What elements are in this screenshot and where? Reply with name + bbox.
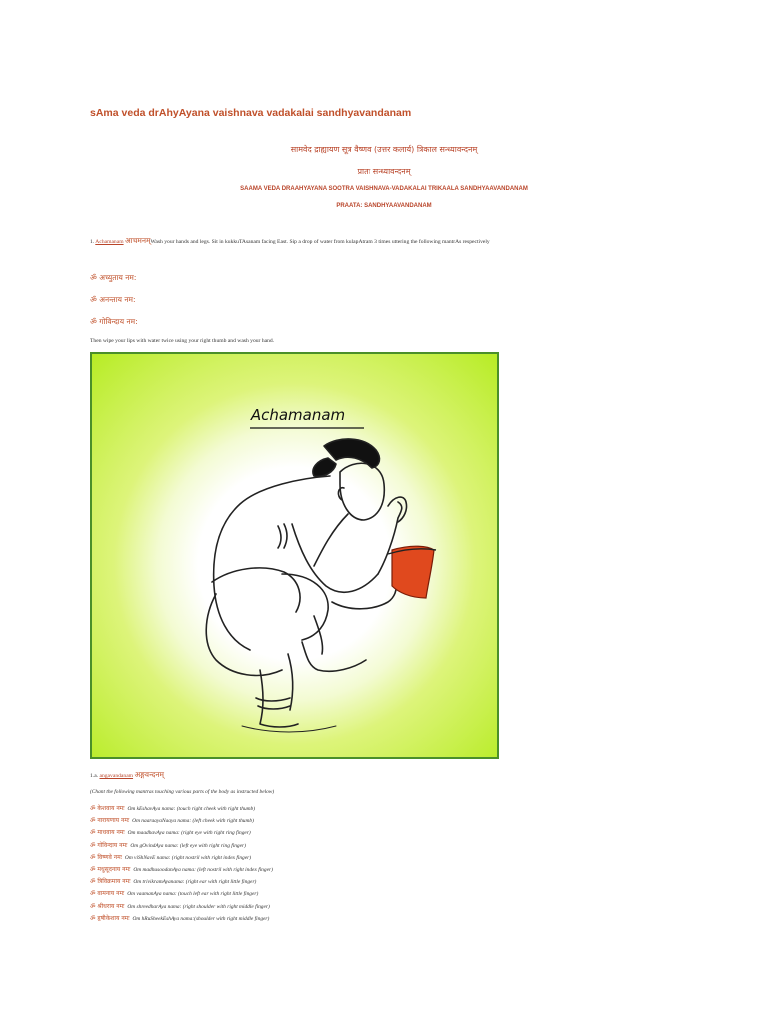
nyasa-devanagari: ॐ केशवाय नमः (90, 805, 125, 812)
wipe-instructions: Then wipe your lips with water twice using your right thumb and wash your hand. (90, 338, 275, 344)
nyasa-devanagari: ॐ वामनाय नमः (90, 890, 125, 898)
nyasa-text: Om shreedharAya nama: (right shoulder with right middle finger) (127, 903, 270, 910)
devanagari-prata-heading: प्रातः सन्ध्यावन्दनम् (357, 167, 411, 176)
nyasa-text: Om viShNavE nama: (right nostril with right index finger) (124, 854, 251, 861)
nyasa-line (90, 816, 254, 824)
nyasa-line (90, 914, 269, 922)
nyasa-line (90, 877, 256, 885)
nyasa-line (90, 902, 270, 910)
illustration-label: Achamanam (250, 406, 346, 424)
nyasa-devanagari: ॐ विष्णवे नमः (90, 853, 122, 861)
step-number: 1. (90, 239, 95, 245)
nyasa-devanagari: ॐ नारायणाय नमः (90, 817, 130, 825)
chant-instructions: (Chant the following mantras touching various parts of the body as instructed below) (90, 789, 275, 795)
achamanam-link[interactable]: Achamanam (95, 239, 124, 245)
nyasa-devanagari: ॐ श्रीधराय नमः (90, 902, 125, 910)
nyasa-line (90, 853, 251, 861)
nyasa-text: Om maadhavAya nama: (right eye with right ring finger) (127, 830, 251, 837)
nyasa-text: Om madhusoodanAya nama: (left nostril with right index finger) (133, 867, 273, 873)
page-title: sAma veda drAhyAyana vaishnava vadakalai sandhyavandanam (90, 107, 412, 119)
nyasa-devanagari: ॐ मधुसूदनाय नमः (90, 866, 131, 873)
nyasa-devanagari: ॐ त्रिविक्रमाय नमः (90, 878, 131, 886)
nyasa-text: Om hRuSheekEshAya nama:(shoulder with right middle finger) (132, 915, 270, 922)
nyasa-text: Om vaamanAya nama: (touch left ear with right little finger) (127, 891, 259, 898)
angavandanam-devanagari: अङ्गवन्दनम् (134, 770, 165, 779)
nyasa-line (90, 828, 251, 836)
nyasa-line (90, 889, 258, 897)
step-number-1a: 1.a. (90, 773, 99, 779)
nyasa-devanagari: ॐ माधवाय नमः (90, 829, 125, 837)
angavandanam-link[interactable]: angavandanam (99, 773, 134, 779)
nyasa-line (90, 865, 273, 873)
nyasa-devanagari: ॐ हृषीकेशाय नमः (90, 914, 130, 922)
transliterated-title: SAAMA VEDA DRAAHYAYANA SOOTRA VAISHNAVA-VADAKALAI TRIKAALA SANDHYAAVANDANAM (240, 186, 528, 192)
achamanam-figure-drawing (92, 354, 497, 757)
nyasa-text: Om kEshavAya nama: (touch right cheek with right thumb) (127, 806, 256, 812)
red-cloth (392, 546, 434, 598)
mantra-anantaya: ॐ अनन्ताय नम: (90, 295, 136, 304)
transliterated-prata-heading: PRAATA: SANDHYAAVANDANAM (336, 203, 432, 209)
mantra-achyutaya: ॐ अच्युताय नम: (90, 273, 137, 282)
achamanam-devanagari: आचमनम् (124, 236, 151, 245)
nyasa-text: Om trivikramAyanama: (right ear with right little finger) (133, 879, 257, 886)
devanagari-title: सामवेद द्राह्यायण सूत्र वैष्णव (उत्तर कलार्य) त्रिकाल सन्ध्यावन्दनम् (290, 145, 478, 154)
step-achamanam (90, 236, 490, 246)
achamanam-instructions: Wash your hands and legs. Sit in kukkuTAsanam facing East. Sip a drop of water from kulapAtram 3 times uttering the following mantrAs respectively (150, 239, 490, 245)
nyasa-line (90, 804, 255, 812)
achamanam-illustration (90, 352, 499, 759)
nyasa-text: Om naaraayaNaaya nama: (left cheek with right thumb) (132, 818, 254, 825)
nyasa-text: Om gOvindAya nama: (left eye with right ring finger) (130, 842, 246, 849)
mantra-govindaya: ॐ गोविन्दाय नम: (90, 317, 138, 326)
nyasa-devanagari: ॐ गोविन्दाय नमः (90, 841, 128, 849)
step-angavandanam (90, 770, 164, 780)
nyasa-line (90, 841, 246, 849)
